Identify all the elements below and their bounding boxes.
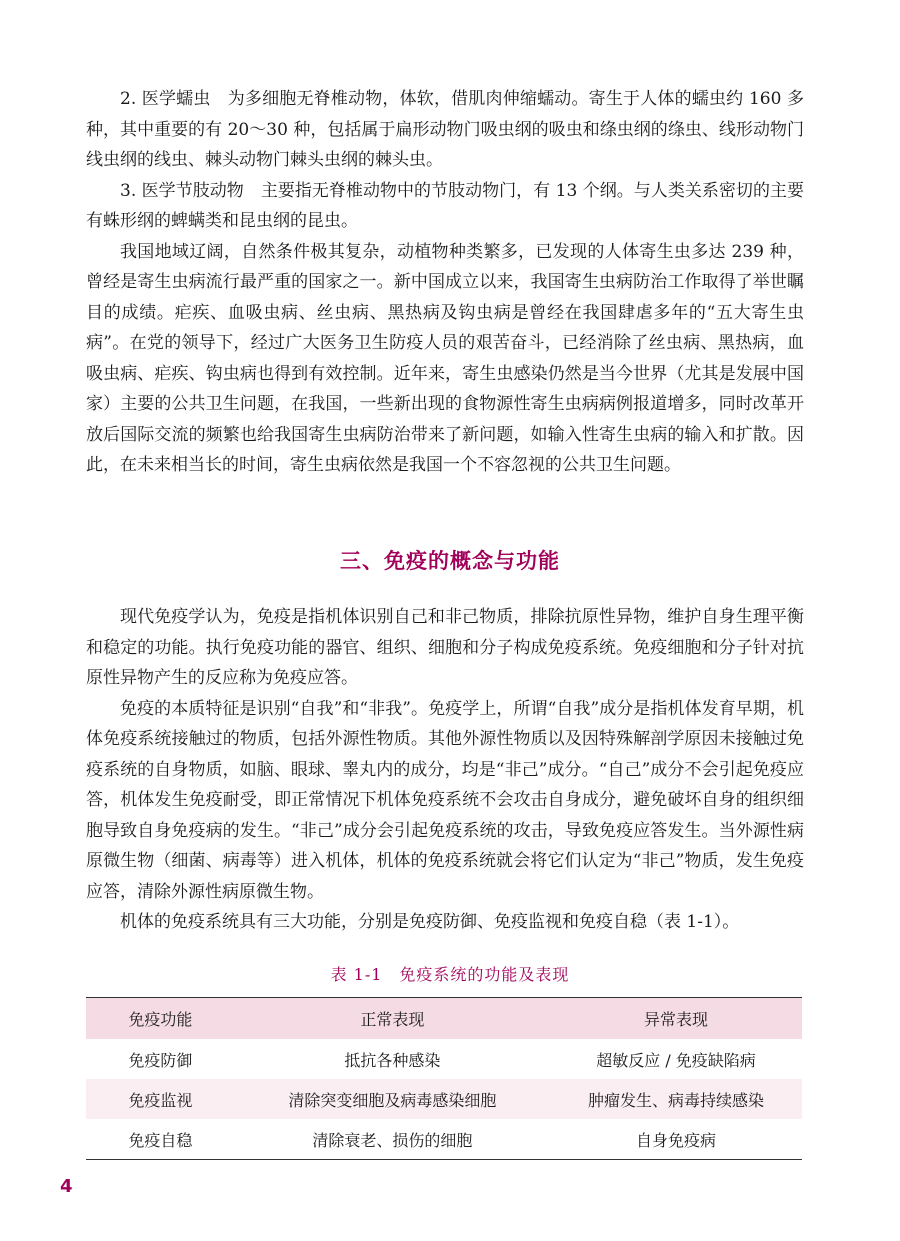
table-cell: 免疫防御 — [128, 1050, 193, 1070]
immune-function-table — [86, 997, 802, 1160]
paragraph-helminths: 2. 医学蠕虫 为多细胞无脊椎动物，体软，借肌肉伸缩蠕动。寄生于人体的蠕虫约 160 多种，其中重要的有 20～30 种，包括属于扁形动物门吸虫纲的吸虫和绦虫纲的绦虫、线形动物门线虫纲的线虫、棘头动物门棘头虫纲的棘头虫。 — [86, 89, 804, 170]
table-cell: 清除衰老、损伤的细胞 — [235, 1119, 550, 1160]
table-cell: 肿瘤发生、病毒持续感染 — [550, 1079, 802, 1119]
paragraph-immunity-definition: 现代免疫学认为，免疫是指机体识别自己和非己物质，排除抗原性异物，维护自身生理平衡和稳定的功能。执行免疫功能的器官、组织、细胞和分子构成免疫系统。免疫细胞和分子针对抗原性异物产生的反应称为免疫应答。 — [86, 607, 804, 688]
table-caption: 表 1-1 免疫系统的功能及表现 — [330, 965, 570, 984]
header-normal: 正常表现 — [235, 998, 550, 1040]
paragraph-parasite-history: 我国地域辽阔，自然条件极其复杂，动植物种类繁多，已发现的人体寄生虫多达 239 种，曾经是寄生虫病流行最严重的国家之一。新中国成立以来，我国寄生虫病防治工作取得了举世瞩目的成绩。疟疾、血吸虫病、丝虫病、黑热病及钩虫病是曾经在我国肆虐多年的“五大寄生虫病”。在党的领导下，经过广大医务卫生防疫人员的艰苦奋斗，已经消除了丝虫病、黑热病，血吸虫病、疟疾、钩虫病也得到有效控制。近年来，寄生虫感染仍然是当今世界（尤其是发展中国家）主要的公共卫生问题，在我国，一些新出现的食物源性寄生虫病病例报道增多，同时改革开放后国际交流的频繁也给我国寄生虫病防治带来了新问题，如输入性寄生虫病的输入和扩散。因此，在未来相当长的时间，寄生虫病依然是我国一个不容忽视的公共卫生问题。 — [86, 241, 804, 475]
paragraph-three-functions: 机体的免疫系统具有三大功能，分别是免疫防御、免疫监视和免疫自稳（表 1-1）。 — [120, 912, 740, 932]
section-heading: 三、免疫的概念与功能 — [340, 549, 560, 573]
table-cell: 免疫自稳 — [86, 1119, 235, 1160]
section-immunity-text — [86, 602, 804, 938]
table-cell: 超敏反应 / 免疫缺陷病 — [596, 1050, 756, 1070]
paragraph-self-nonself: 免疫的本质特征是识别“自我”和“非我”。免疫学上，所谓“自我”成分是指机体发育早期，机体免疫系统接触过的物质，包括外源性物质。其他外源性物质以及因特殊解剖学原因未接触过免疫系统的自身物质，如脑、眼球、睾丸内的成分，均是“非己”成分。“自己”成分不会引起免疫应答，机体发生免疫耐受，即正常情况下机体免疫系统不会攻击自身成分，避免破坏自身的组织细胞导致自身免疫病的发生。“非己”成分会引起免疫系统的攻击，导致免疫应答发生。当外源性病原微生物（细菌、病毒等）进入机体，机体的免疫系统就会将它们认定为“非己”物质，发生免疫应答，清除外源性病原微生物。 — [86, 698, 804, 902]
table-row — [86, 1039, 802, 1079]
table-cell: 自身免疫病 — [550, 1119, 802, 1160]
table-row — [86, 1079, 802, 1119]
table-row — [86, 1119, 802, 1160]
header-function: 免疫功能 — [86, 998, 235, 1040]
header-abnormal: 异常表现 — [550, 998, 802, 1040]
table-cell: 清除突变细胞及病毒感染细胞 — [235, 1079, 550, 1119]
section-parasites-text — [86, 84, 804, 481]
table-header-row — [86, 998, 802, 1040]
page-number: 4 — [60, 1176, 73, 1197]
paragraph-arthropods: 3. 医学节肢动物 主要指无脊椎动物中的节肢动物门，有 13 个纲。与人类关系密切的主要有蛛形纲的蜱螨类和昆虫纲的昆虫。 — [86, 180, 804, 231]
table-cell: 抵抗各种感染 — [344, 1050, 441, 1070]
table-cell: 免疫监视 — [86, 1079, 235, 1119]
